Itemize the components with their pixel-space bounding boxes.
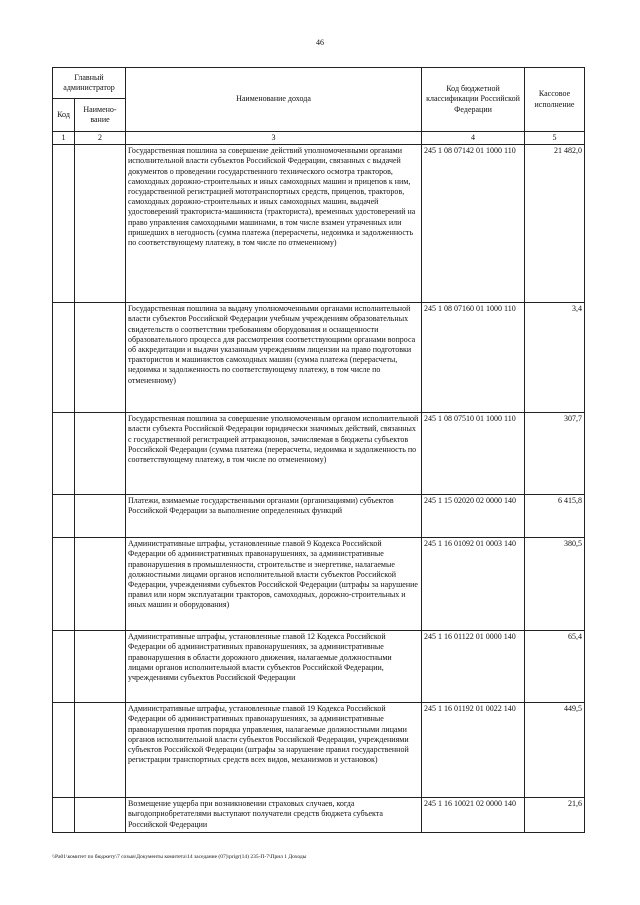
admin-name-cell xyxy=(75,798,126,833)
cash-amount: 6 415,8 xyxy=(525,495,585,538)
admin-code-cell xyxy=(53,798,75,833)
budget-code: 245 1 16 01192 01 0022 140 xyxy=(422,703,525,798)
admin-code-cell xyxy=(53,538,75,631)
admin-name-cell xyxy=(75,303,126,413)
income-description: Государственная пошлина за выдачу уполномоченными органами исполнительной власти субъектов Российской Федерации учебным учреждениям образовательных свидетельств о соответствии требованиям оборудования и оснащенности образовательного процесса для рассмотрения соответствующими органами вопроса об аккредитации и выдачи указанным учреждениям лицензии на право подготовки трактористов и машинистов самоходных машин (сумма платежа (перерасчеты, недоимка и задолженность по соответствующему платежу, в том числе по отмененному) xyxy=(126,303,422,413)
file-path-footer: \\Pa01\комитет по бюджету\7 созыв\Документы комитета\14 заседание (07)\prigr(14) 235-П-7\Прил 1 Доходы xyxy=(52,854,307,860)
budget-code: 245 1 16 01092 01 0003 140 xyxy=(422,538,525,631)
page-number: 46 xyxy=(316,38,324,47)
table-row xyxy=(53,303,585,413)
header-income-name: Наименование дохода xyxy=(126,68,422,132)
income-description: Государственная пошлина за совершение действий уполномоченными органами исполнительной власти субъектов Российской Федерации, связанных с выдачей документов о проведении государственного технического осмотра тракторов, самоходных дорожно-строительных и иных самоходных машин и прицепов к ним, государственной регистрацией мототранспортных средств, прицепов, тракторов, самоходных дорожно-строительных и иных самоходных машин, выдачей удостоверений тракториста-машиниста (тракториста), временных удостоверений на право управления самоходными машинами, в том числе взамен утраченных или пришедших в негодность (сумма платежа (перерасчеты, недоимка и задолженность по соответствующему платежу, в том числе по отмененному) xyxy=(126,145,422,303)
table-row xyxy=(53,413,585,495)
table-row xyxy=(53,495,585,538)
table-row xyxy=(53,631,585,703)
header-admin-code: Код xyxy=(53,99,75,132)
income-description: Государственная пошлина за совершение уполномоченным органом исполнительной власти субъекта Российской Федерации юридически значимых действий, связанных с государственной регистрацией аттракционов, зачисляемая в бюджеты субъектов Российской Федерации (сумма платежа (перерасчеты, недоимка и задолженность по соответствующему платежу, в том числе по отмененному) xyxy=(126,413,422,495)
income-table xyxy=(52,67,585,833)
table-row xyxy=(53,538,585,631)
cash-amount: 307,7 xyxy=(525,413,585,495)
admin-name-cell xyxy=(75,413,126,495)
income-description: Возмещение ущерба при возникновении страховых случаев, когда выгодоприобретателями выступают получатели средств бюджета субъекта Российской Федерации xyxy=(126,798,422,833)
income-description: Административные штрафы, установленные главой 12 Кодекса Российской Федерации об административных правонарушениях, за административные правонарушения в области дорожного движения, налагаемые должностными лицами органов исполнительной власти субъектов Российской Федерации, учреждениями субъектов Российской Федерации xyxy=(126,631,422,703)
column-number: 4 xyxy=(422,132,525,145)
admin-name-cell xyxy=(75,145,126,303)
table-row xyxy=(53,798,585,833)
admin-name-cell xyxy=(75,538,126,631)
admin-code-cell xyxy=(53,495,75,538)
header-admin-name: Наимено-вание xyxy=(75,99,126,132)
budget-code: 245 1 08 07142 01 1000 110 xyxy=(422,145,525,303)
cash-amount: 3,4 xyxy=(525,303,585,413)
admin-code-cell xyxy=(53,413,75,495)
admin-name-cell xyxy=(75,495,126,538)
table-row xyxy=(53,703,585,798)
column-number: 1 xyxy=(53,132,75,145)
cash-amount: 449,5 xyxy=(525,703,585,798)
admin-code-cell xyxy=(53,303,75,413)
budget-code: 245 1 16 10021 02 0000 140 xyxy=(422,798,525,833)
admin-code-cell xyxy=(53,631,75,703)
header-cash-execution: Кассовое исполнение xyxy=(525,68,585,132)
budget-code: 245 1 08 07160 01 1000 110 xyxy=(422,303,525,413)
column-number: 5 xyxy=(525,132,585,145)
admin-code-cell xyxy=(53,703,75,798)
column-number: 2 xyxy=(75,132,126,145)
budget-code: 245 1 16 01122 01 0000 140 xyxy=(422,631,525,703)
admin-name-cell xyxy=(75,703,126,798)
income-description: Платежи, взимаемые государственными органами (организациями) субъектов Российской Федерации за выполнение определенных функций xyxy=(126,495,422,538)
table-row xyxy=(53,145,585,303)
cash-amount: 21,6 xyxy=(525,798,585,833)
admin-code-cell xyxy=(53,145,75,303)
header-budget-code: Код бюджетной классификации Российской Федерации xyxy=(422,68,525,132)
header-main-administrator: Главный администратор xyxy=(53,68,126,99)
budget-code: 245 1 15 02020 02 0000 140 xyxy=(422,495,525,538)
budget-code: 245 1 08 07510 01 1000 110 xyxy=(422,413,525,495)
income-description: Административные штрафы, установленные главой 9 Кодекса Российской Федерации об административных правонарушениях, за административные правонарушения в промышленности, строительстве и энергетике, налагаемые должностными лицами органов исполнительной власти субъектов Российской Федерации, учреждениями субъектов Российской Федерации (штрафы за нарушение правил или норм эксплуатации тракторов, самоходных, дорожно-строительных и иных машин и оборудования) xyxy=(126,538,422,631)
admin-name-cell xyxy=(75,631,126,703)
cash-amount: 65,4 xyxy=(525,631,585,703)
column-number: 3 xyxy=(126,132,422,145)
income-description: Административные штрафы, установленные главой 19 Кодекса Российской Федерации об административных правонарушениях, за административные правонарушения против порядка управления, налагаемые должностными лицами органов исполнительной власти субъектов Российской Федерации, учреждениями субъектов Российской Федерации (штрафы за нарушение правил государственной регистрации транспортных средств всех видов, механизмов и установок) xyxy=(126,703,422,798)
column-number-row xyxy=(53,132,585,145)
cash-amount: 21 482,0 xyxy=(525,145,585,303)
cash-amount: 380,5 xyxy=(525,538,585,631)
